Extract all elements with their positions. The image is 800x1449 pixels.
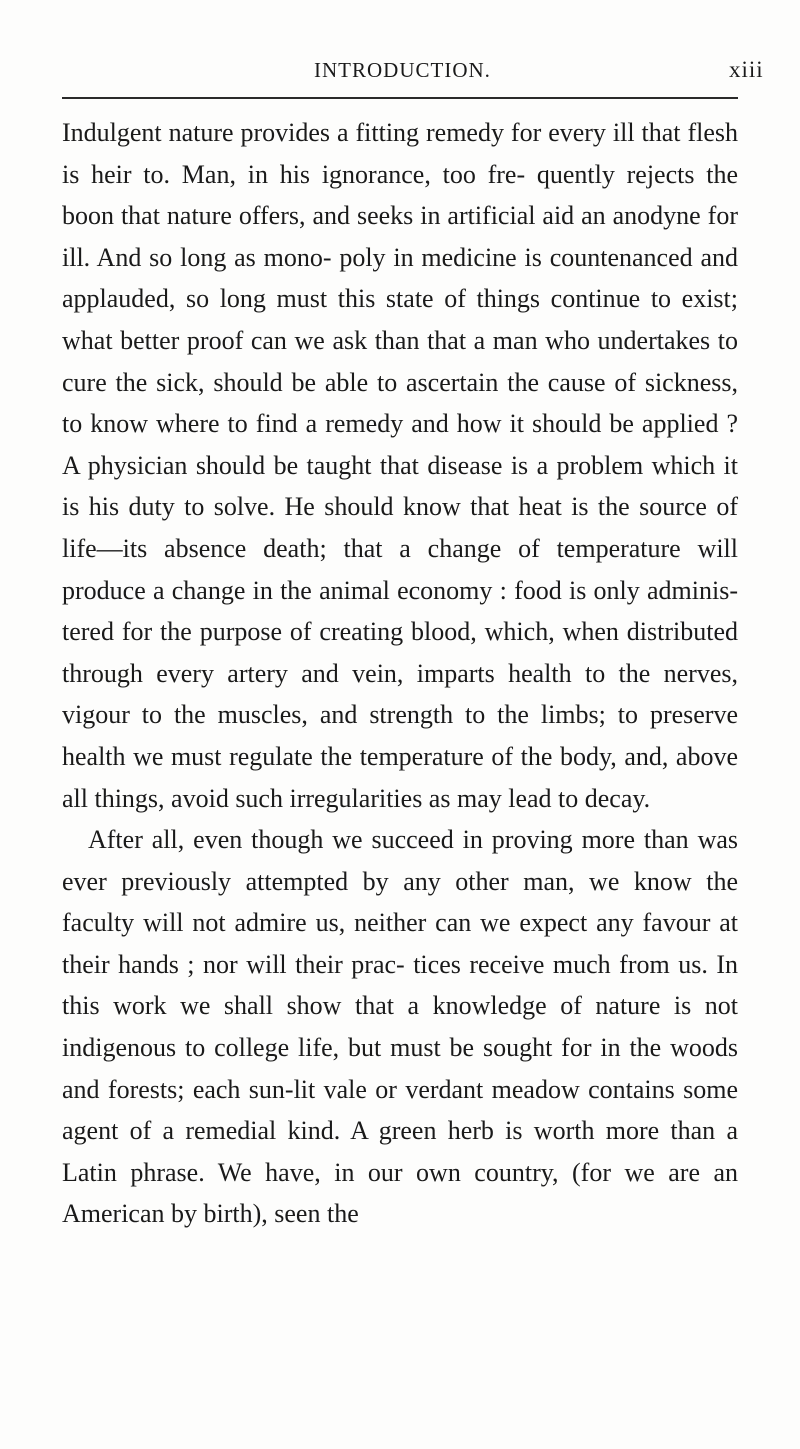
page-number: xiii [729, 57, 764, 82]
paragraph: After all, even though we succeed in proving more than was ever previously attempted by any other man, we know the faculty will not admire us, neither can we expect any favour at their hands ; nor will their prac- tices receive much from us. In this work we shall show that a knowledge of nature is not indigenous to college life, but must be sought for in the woods and forests; each sun-lit vale or verdant meadow contains some agent of a remedial kind. A green herb is worth more than a Latin phrase. We have, in our own country, (for we are an American by birth), seen the [62, 825, 738, 1229]
running-head [0, 52, 800, 92]
running-title: INTRODUCTION. [314, 58, 491, 82]
header-rule [62, 97, 738, 99]
body-text [62, 112, 738, 1235]
paragraph: Indulgent nature provides a fitting remedy for every ill that flesh is heir to. Man, in his ignorance, too fre- quently rejects the boon that nature offers, and seeks in artificial aid an anodyne for ill. And so long as mono- poly in medicine is countenanced and applauded, so long must this state of things continue to exist; what better proof can we ask than that a man who undertakes to cure the sick, should be able to ascertain the cause of sickness, to know where to find a remedy and how it should be applied ? A physician should be taught that disease is a problem which it is his duty to solve. He should know that heat is the source of life—its absence death; that a change of temperature will produce a change in the animal economy : food is only adminis- tered for the purpose of creating blood, which, when distributed through every artery and vein, imparts health to the nerves, vigour to the muscles, and strength to the limbs; to preserve health we must regulate the temperature of the body, and, above all things, avoid such irregularities as may lead to decay. [62, 118, 738, 813]
